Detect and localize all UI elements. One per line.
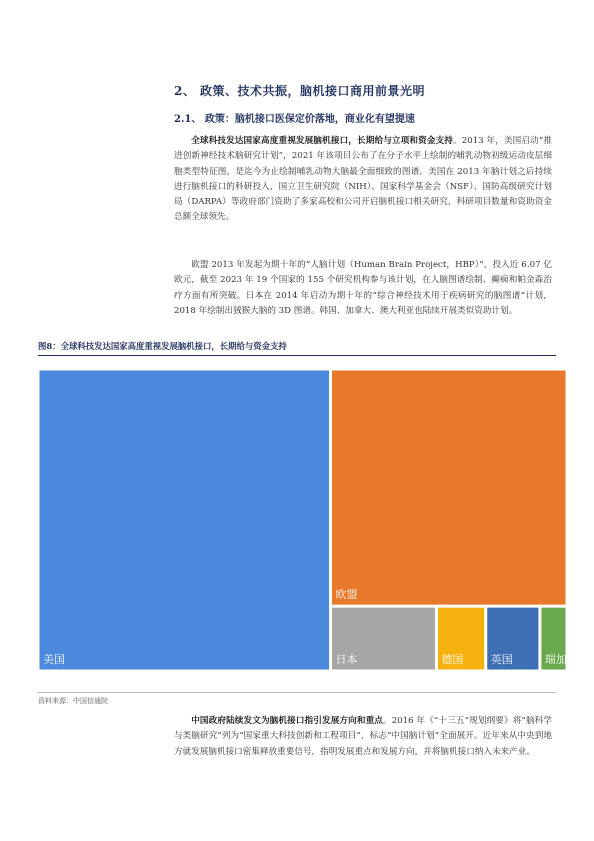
treemap-cell-美国 [39,370,330,671]
treemap-label: 日本 [335,653,358,666]
treemap-cell-日本 [331,607,435,670]
treemap-chart [38,369,567,671]
paragraph-body: 。2016 年《“十三五”规划纲要》将“脑科学与类脑研究”列为“国家重大科技创新和工程项目”，标志“中国脑计划”全面展开。近年来从中央到地方就发展脑机接口密集释放重要信号，指明发展重点和发展方向，并将脑机接口纳入未来产业。 [174,716,552,757]
treemap-svg [38,369,567,671]
treemap-cell-瑞加 [541,607,567,670]
treemap-rect [39,370,330,671]
section-subheading: 2.1、 政策：脑机接口医保定价落地，商业化有望提速 [174,114,415,125]
paragraph-eu-japan [174,258,552,319]
section-heading: 2、 政策、技术共振，脑机接口商用前景光明 [174,84,426,98]
figure-source: 资料来源：中国信通院 [38,692,556,706]
paragraph-us-funding [174,134,552,226]
treemap-label: 瑞加 [544,653,567,666]
treemap-label: 美国 [43,653,65,666]
paragraph-lead: 全球科技发达国家高度重视发展脑机接口，长期给与立项和资金支持 [191,136,454,146]
treemap-cell-欧盟 [331,370,566,606]
treemap-rect [331,370,566,606]
treemap-cell-英国 [486,607,539,670]
treemap-label: 英国 [490,653,513,666]
paragraph-body: 。2013 年，美国启动“推进创新神经技术脑研究计划”，2021 年该项目公布了在分子水平上绘制的哺乳动物初级运动皮层细胞类型特征图，是迄今为止绘制哺乳动物大脑最全面细致的图谱。美国在 2013 年脑计划之后持续进行脑机接口的科研投入，国立卫生研究院（NIH）、国家科学基金会（NSF）、国防高级研究计划局（DARPA）等政府部门资助了多家高校和公司开启脑机接口相关研究，科研项目数量和资助资金总额全球领先。 [174,136,552,223]
treemap-label: 欧盟 [335,588,358,602]
treemap-cell-德国 [437,607,485,670]
paragraph-lead: 中国政府陆续发文为脑机接口指引发展方向和重点 [191,716,384,726]
figure-title: 图8：全球科技发达国家高度重视发展脑机接口，长期给与资金支持 [38,340,556,356]
paragraph-china-policy [174,714,552,760]
paragraph-body: 欧盟 2013 年发起为期十年的“人脑计划（Human Brain Project，HBP）”，投入近 6.07 亿欧元，截至 2023 年 19 个国家的 155 个研究机构参与该计划，在人脑图谱绘制、癫痫和帕金森治疗方面有所突破。日本在 2014 年启动为期十年的“综合神经技术用于疾病研究的脑图谱”计划，2018 年绘制出狨猴大脑的 3D 图谱。韩国、加拿大、澳大利亚也陆续开展类似资助计划。 [174,260,552,316]
treemap-label: 德国 [441,653,464,666]
